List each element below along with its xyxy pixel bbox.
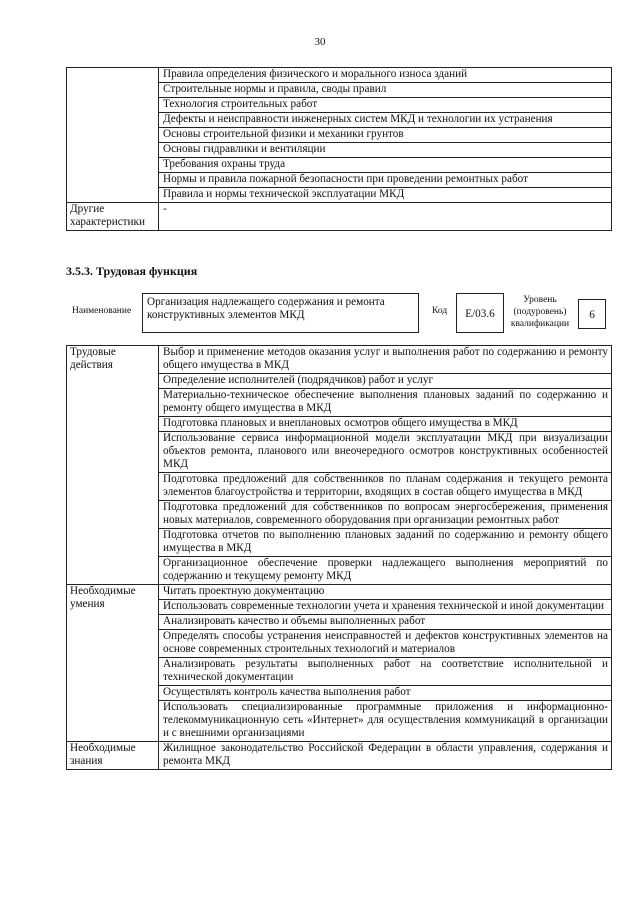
table-cell: Определять способы устранения неисправностей и дефектов конструктивных элементов на основе современных строительных технологий и материалов (159, 630, 612, 658)
empty-label-cell (67, 68, 159, 203)
knowledge-table-continued (66, 67, 612, 231)
table-cell: Правила и нормы технической эксплуатации МКД (159, 188, 612, 203)
page-number: 30 (314, 36, 326, 48)
table-row (67, 742, 612, 770)
table-cell: Жилищное законодательство Российской Федерации в области управления, содержания и ремонта МКД (159, 742, 612, 770)
function-table (66, 345, 612, 770)
table-cell: Технология строительных работ (159, 98, 612, 113)
skills-label: Необходимые умения (67, 585, 159, 742)
other-characteristics-label: Другие характеристики (67, 203, 159, 231)
table-row (67, 346, 612, 374)
table-cell: Осуществлять контроль качества выполнения работ (159, 686, 612, 701)
table-cell: Читать проектную документацию (159, 585, 612, 600)
table-cell: Анализировать качество и объемы выполненных работ (159, 615, 612, 630)
table-cell: Определение исполнителей (подрядчиков) работ и услуг (159, 374, 612, 389)
code-value: E/03.6 (456, 293, 504, 333)
table-cell: Основы строительной физики и механики грунтов (159, 128, 612, 143)
code-label: Код (432, 306, 448, 316)
table-cell: Подготовка отчетов по выполнению плановых заданий по содержанию и ремонту общего имущества в МКД (159, 529, 612, 557)
name-label: Наименование (72, 306, 132, 316)
other-characteristics-value: - (159, 203, 612, 231)
table-cell: Правила определения физического и морального износа зданий (159, 68, 612, 83)
table-cell: Подготовка предложений для собственников по планам содержания и текущего ремонта элементов благоустройства и территории, входящих в состав общего имущества в МКД (159, 473, 612, 501)
table-row (67, 585, 612, 600)
table-cell: Выбор и применение методов оказания услуг и выполнения работ по содержанию и ремонту общего имущества в МКД (159, 346, 612, 374)
table-cell: Требования охраны труда (159, 158, 612, 173)
table-cell: Организационное обеспечение проверки надлежащего выполнения мероприятий по содержанию и текущему ремонту МКД (159, 557, 612, 585)
table-row (67, 68, 612, 83)
section-title: 3.5.3. Трудовая функция (66, 264, 198, 278)
function-header (66, 293, 612, 335)
table-cell: Подготовка плановых и внеплановых осмотров общего имущества в МКД (159, 417, 612, 432)
table-cell: Материально-техническое обеспечение выполнения плановых заданий по содержанию и ремонту общего имущества в МКД (159, 389, 612, 417)
table-cell: Нормы и правила пожарной безопасности при проведении ремонтных работ (159, 173, 612, 188)
table-row (67, 203, 612, 231)
table-cell: Использовать специализированные программные приложения и информационно-телекоммуникационную сеть «Интернет» для осуществления коммуникаций в организации и с внешними организациями (159, 701, 612, 742)
table-cell: Использование сервиса информационной модели эксплуатации МКД при визуализации объектов ремонта, планового или внеочередного осмотров конструктивных особенностей МКД (159, 432, 612, 473)
knowledge-label: Необходимые знания (67, 742, 159, 770)
level-label: Уровень (подуровень) квалификации (510, 295, 570, 329)
table-cell: Дефекты и неисправности инженерных систем МКД и технологии их устранения (159, 113, 612, 128)
table-cell: Подготовка предложений для собственников по вопросам энергосбережения, применения новых материалов, современного оборудования при организации ремонтных работ (159, 501, 612, 529)
table-cell: Строительные нормы и правила, своды правил (159, 83, 612, 98)
table-cell: Анализировать результаты выполненных работ на соответствие исполнительной и технической документации (159, 658, 612, 686)
name-value: Организация надлежащего содержания и ремонта конструктивных элементов МКД (142, 293, 419, 333)
table-cell: Использовать современные технологии учета и хранения технической и иной документации (159, 600, 612, 615)
actions-label: Трудовые действия (67, 346, 159, 585)
table-cell: Основы гидравлики и вентиляции (159, 143, 612, 158)
level-value: 6 (578, 299, 606, 329)
